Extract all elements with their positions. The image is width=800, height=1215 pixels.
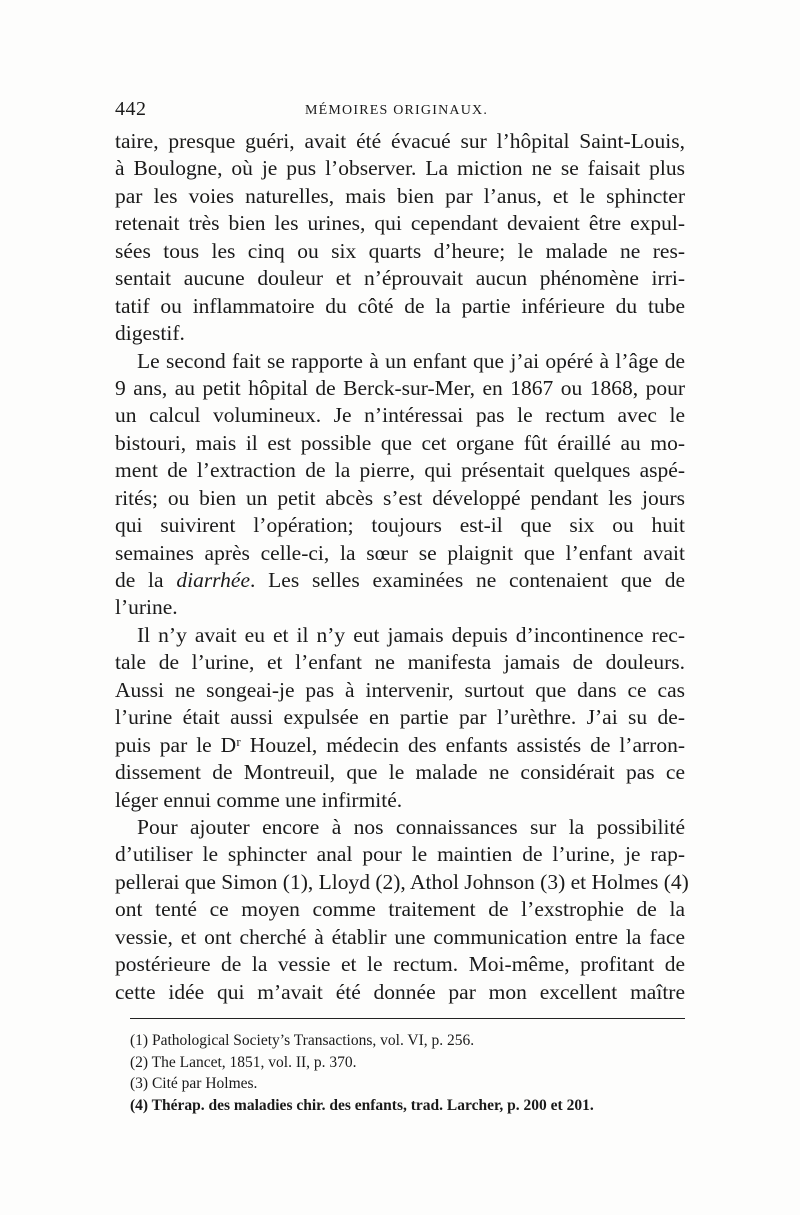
paragraph-1 xyxy=(115,128,685,348)
text-line: Pour ajouter encore à nos connaissances sur la possibilité xyxy=(137,814,685,839)
text-line: cette idée qui m’avait été donnée par mon excellent maître xyxy=(115,979,685,1004)
paragraph-4 xyxy=(115,814,689,1006)
text-line: tale de l’urine, et l’enfant ne manifesta jamais de douleurs. xyxy=(115,650,685,675)
text-line: à Boulogne, où je pus l’observer. La miction ne se faisait plus xyxy=(115,156,685,181)
text-line: rités; ou bien un petit abcès s’est développé pendant les jours xyxy=(115,485,685,510)
text-line: dissement de Montreuil, que le malade ne considérait pas ce xyxy=(115,760,685,785)
text-line: tatif ou inflammatoire du côté de la partie inférieure du tube xyxy=(115,293,685,318)
text-line: qui suivirent l’opération; toujours est-il que six ou huit xyxy=(115,513,685,538)
text-line: ment de l’extraction de la pierre, qui présentait quelques aspé- xyxy=(115,458,685,483)
text-line: postérieure de la vessie et le rectum. Moi-même, profitant de xyxy=(115,952,685,977)
footnote-1: (1) Pathological Society’s Transactions, vol. VI, p. 256. xyxy=(130,1032,475,1049)
footnote-3: (3) Cité par Holmes. xyxy=(130,1075,258,1092)
text-line: vessie, et ont cherché à établir une communication entre la face xyxy=(115,924,685,949)
text-line: par les voies naturelles, mais bien par l’anus, et le sphincter xyxy=(115,183,685,208)
text-line: d’utiliser le sphincter anal pour le maintien de l’urine, je rap- xyxy=(115,842,685,867)
paragraph-3 xyxy=(115,622,685,814)
text-line: Il n’y avait eu et il n’y eut jamais depuis d’incontinence rec- xyxy=(137,622,685,647)
footnote-divider xyxy=(130,1018,685,1019)
emphasized-word: diarrhée xyxy=(176,568,250,592)
text-line: bistouri, mais il est possible que cet organe fût éraillé au mo- xyxy=(115,430,685,455)
footnote-2: (2) The Lancet, 1851, vol. II, p. 370. xyxy=(130,1053,357,1071)
text-line: l’urine était aussi expulsée en partie par l’urèthre. J’ai su de- xyxy=(115,705,685,730)
page-header xyxy=(115,98,685,124)
footnote-4: (4) Thérap. des maladies chir. des enfants, trad. Larcher, p. 200 et 201. xyxy=(130,1096,594,1114)
text-line: l’urine. xyxy=(115,595,178,620)
text-line: digestif. xyxy=(115,321,185,346)
text-line: de la diarrhée. Les selles examinées ne contenaient que de xyxy=(115,568,685,592)
text-line: léger ennui comme une infirmité. xyxy=(115,787,403,812)
text-line: pellerai que Simon (1), Lloyd (2), Athol Johnson (3) et Holmes (4) xyxy=(115,869,689,894)
text-line: un calcul volumineux. Je n’intéressai pas le rectum avec le xyxy=(115,403,685,428)
text-line: 9 ans, au petit hôpital de Berck-sur-Mer, en 1867 ou 1868, pour xyxy=(115,375,685,400)
text-line: semaines après celle-ci, la sœur se plaignit que l’enfant avait xyxy=(115,540,685,565)
text-line: Aussi ne songeai-je pas à intervenir, surtout que dans ce cas xyxy=(115,677,685,702)
text-line: retenait très bien les urines, qui cependant devaient être expul- xyxy=(115,211,685,236)
text-line: puis par le Dʳ Houzel, médecin des enfants assistés de l’arron- xyxy=(115,732,685,757)
running-head: MÉMOIRES ORIGINAUX. xyxy=(305,103,489,118)
text-line: sées tous les cinq ou six quarts d’heure; le malade ne res- xyxy=(115,238,685,263)
text-line: sentait aucune douleur et n’éprouvait aucun phénomène irri- xyxy=(115,266,685,291)
footnotes xyxy=(130,1030,690,1116)
body-text xyxy=(115,128,689,1006)
text-line: taire, presque guéri, avait été évacué sur l’hôpital Saint-Louis, xyxy=(115,129,685,153)
text-line: Le second fait se rapporte à un enfant que j’ai opéré à l’âge de xyxy=(137,348,685,373)
text-line: ont tenté ce moyen comme traitement de l’exstrophie de la xyxy=(115,897,685,922)
paragraph-2 xyxy=(115,348,685,622)
page-number: 442 xyxy=(115,98,147,120)
